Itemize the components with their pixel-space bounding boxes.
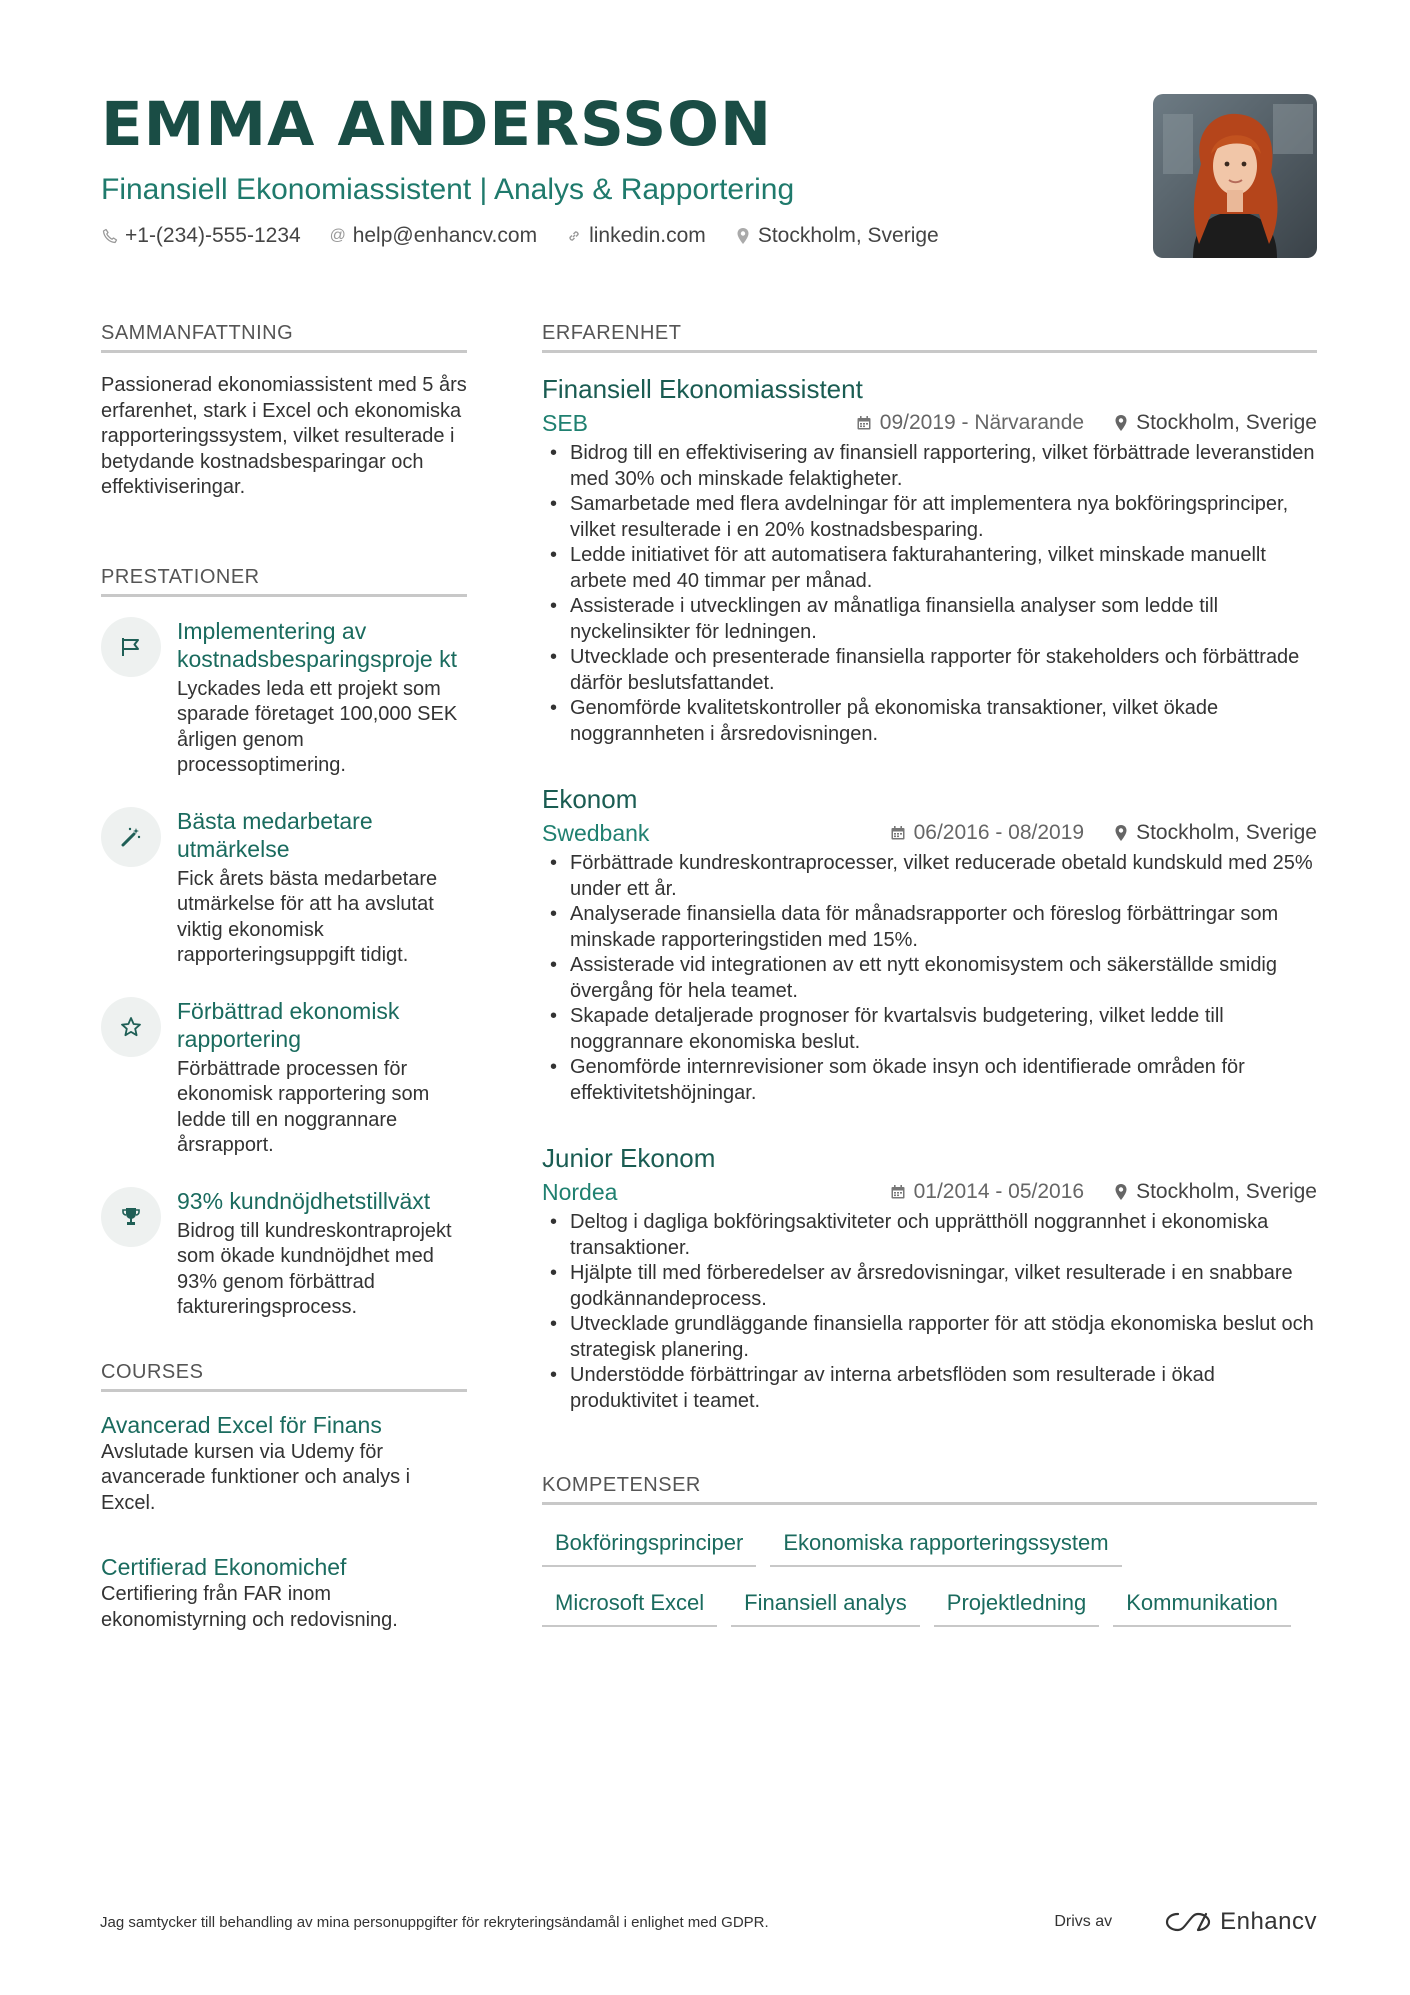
job-company: SEB: [542, 410, 589, 436]
job-title: Junior Ekonom: [542, 1143, 716, 1173]
achievement-title: Implementering av kostnadsbesparingsproje kt: [177, 617, 457, 672]
link-icon: [565, 227, 583, 245]
left-column: [101, 322, 467, 1633]
job-location: Stockholm, Sverige: [1136, 1180, 1317, 1203]
bullet-item: • Skapade detaljerade prognoser för kvartalsvis budgetering, vilket ledde till noggrannare ekonomiska beslut.: [542, 1004, 1317, 1055]
experience-heading: ERFARENHET: [542, 322, 1317, 353]
course-title: Certifierad Ekonomichef: [101, 1554, 347, 1580]
achievement-item: [101, 807, 467, 969]
achievement-title: 93% kundnöjdhetstillväxt: [177, 1187, 431, 1214]
location-pin-icon: [1114, 1183, 1128, 1201]
bullet-item: • Förbättrade kundreskontraprocesser, vilket reducerade obetald kundskuld med 25% under ett år.: [542, 851, 1317, 902]
brand-name: Enhancv: [1220, 1908, 1317, 1935]
skill-tag: Kommunikation: [1113, 1583, 1291, 1627]
bullet-item: • Genomförde kvalitetskontroller på ekonomiska transaktioner, vilket ökade noggrannheten i årsredovisningen.: [542, 696, 1317, 747]
location-pin-icon: [1114, 824, 1128, 842]
job-entry: [542, 1140, 1317, 1414]
course-desc: Certifiering från FAR inom ekonomistyrning och redovisning.: [101, 1583, 398, 1631]
course-title: Avancerad Excel för Finans: [101, 1411, 382, 1438]
job-title: Finansiell Ekonomiassistent: [542, 374, 863, 404]
achievement-desc: Bidrog till kundreskontraprojekt som ökade kundnöjdhet med 93% genom förbättrad faktureringsprocess.: [177, 1219, 452, 1318]
contact-email[interactable]: [329, 224, 537, 248]
job-company: Nordea: [542, 1179, 618, 1205]
bullet-item: • Analyserade finansiella data för månadsrapporter och föreslog förbättringar som minskade rapporteringstiden med 15%.: [542, 902, 1317, 953]
star-icon: [101, 997, 161, 1057]
achievements-heading: PRESTATIONER: [101, 566, 467, 597]
calendar-icon: [856, 415, 872, 431]
bullet-item: • Hjälpte till med förberedelser av årsredovisningar, vilket resulterade i en snabbare godkännandeprocess.: [542, 1261, 1317, 1312]
right-column: [542, 322, 1317, 1643]
contact-location: [734, 224, 939, 248]
job-dates: 01/2014 - 05/2016: [913, 1180, 1085, 1203]
contact-linkedin[interactable]: [565, 224, 706, 248]
gdpr-consent: Jag samtycker till behandling av mina personuppgifter för rekryteringsändamål i enlighet med GDPR.: [100, 1913, 769, 1931]
bullet-item: • Utvecklade grundläggande finansiella rapporter för att stödja ekonomiska beslut och strategisk planering.: [542, 1312, 1317, 1363]
email-text: help@enhancv.com: [352, 224, 538, 247]
skill-tag: Microsoft Excel: [542, 1583, 717, 1627]
achievements-list: [101, 617, 467, 1321]
achievement-title: Bästa medarbetare utmärkelse: [177, 807, 373, 862]
location-pin-icon: [734, 227, 752, 245]
achievement-item: [101, 1187, 467, 1321]
bullet-item: • Samarbetade med flera avdelningar för att implementera nya bokföringsprinciper, vilket resulterade i en 20% kostnadsbesparing.: [542, 492, 1317, 543]
calendar-icon: [890, 1184, 906, 1200]
bullet-item: • Deltog i dagliga bokföringsaktiviteter och upprätthöll noggrannhet i ekonomiska transaktioner.: [542, 1210, 1317, 1261]
course-desc: Avslutade kursen via Udemy för avancerade funktioner och analys i Excel.: [101, 1440, 411, 1514]
location-pin-icon: [1114, 414, 1128, 432]
achievement-item: [101, 617, 467, 779]
magic-wand-icon: [101, 807, 161, 867]
skills-list: [542, 1523, 1317, 1643]
phone-text: +1-(234)-555-1234: [125, 224, 301, 247]
job-location: Stockholm, Sverige: [1136, 821, 1317, 844]
bullet-item: • Assisterade i utvecklingen av månatliga finansiella analyser som ledde till nyckelinsikter för ledningen.: [542, 594, 1317, 645]
achievement-item: [101, 997, 467, 1159]
bullet-item: • Bidrog till en effektivisering av finansiell rapportering, vilket förbättrade leveranstiden med 30% och minskade felaktigheter.: [542, 441, 1317, 492]
achievement-desc: Lyckades leda ett projekt som sparade företaget 100,000 SEK årligen genom processoptimering.: [177, 677, 458, 776]
course-item: [101, 1552, 467, 1633]
brand-logo[interactable]: [1164, 1908, 1317, 1936]
job-entry: [542, 781, 1317, 1106]
job-bullets: [542, 441, 1317, 747]
candidate-title: Finansiell Ekonomiassistent | Analys & Rapportering: [101, 173, 795, 206]
job-entry: [542, 371, 1317, 747]
skill-tag: Bokföringsprinciper: [542, 1523, 756, 1567]
achievement-title: Förbättrad ekonomisk rapportering: [177, 997, 400, 1052]
skill-tag: Finansiell analys: [731, 1583, 920, 1627]
powered-by-label: Drivs av: [1054, 1913, 1113, 1930]
job-meta: [542, 409, 1317, 437]
job-bullets: [542, 1210, 1317, 1414]
resume-header: [101, 90, 1161, 248]
job-dates: 09/2019 - Närvarande: [879, 411, 1085, 434]
bullet-item: • Ledde initiativet för att automatisera fakturahantering, vilket minskade manuellt arbete med 40 timmar per månad.: [542, 543, 1317, 594]
bullet-item: • Understödde förbättringar av interna arbetsflöden som resulterade i ökad produktivitet i teamet.: [542, 1363, 1317, 1414]
candidate-name: EMMA ANDERSSON: [101, 89, 773, 160]
summary-heading: SAMMANFATTNING: [101, 322, 467, 353]
enhancv-logo-icon: [1164, 1910, 1212, 1934]
achievement-desc: Förbättrade processen för ekonomisk rapportering som ledde till en noggrannare årsrapport.: [177, 1057, 430, 1156]
linkedin-text: linkedin.com: [589, 224, 706, 247]
contact-phone[interactable]: [101, 224, 301, 248]
job-title: Ekonom: [542, 784, 638, 814]
skill-tag: Ekonomiska rapporteringssystem: [770, 1523, 1121, 1567]
flag-icon: [101, 617, 161, 677]
at-icon: @: [329, 227, 346, 244]
bullet-item: • Genomförde internrevisioner som ökade insyn och identifierade områden för effektivitetshöjningar.: [542, 1055, 1317, 1106]
job-bullets: [542, 851, 1317, 1106]
job-company: Swedbank: [542, 820, 650, 846]
skill-tag: Projektledning: [934, 1583, 1099, 1627]
job-meta: [542, 1178, 1317, 1206]
phone-icon: [101, 227, 119, 245]
trophy-icon: [101, 1187, 161, 1247]
job-meta: [542, 819, 1317, 847]
achievement-desc: Fick årets bästa medarbetare utmärkelse för att ha avslutat viktig ekonomisk rapporteringsuppgift tidigt.: [177, 867, 438, 966]
courses-heading: COURSES: [101, 1361, 467, 1392]
course-item: [101, 1410, 467, 1517]
contact-bar: [101, 224, 1161, 248]
bullet-item: • Assisterade vid integrationen av ett nytt ekonomisystem och säkerställde smidig övergång för hela teamet.: [542, 953, 1317, 1004]
location-text: Stockholm, Sverige: [757, 224, 939, 247]
footer: [100, 1908, 1317, 1936]
job-dates: 06/2016 - 08/2019: [913, 821, 1085, 844]
bullet-item: • Utvecklade och presenterade finansiella rapporter för stakeholders och förbättrade därför beslutsfattandet.: [542, 645, 1317, 696]
skills-heading: KOMPETENSER: [542, 1474, 1317, 1505]
summary-text: Passionerad ekonomiassistent med 5 års erfarenhet, stark i Excel och ekonomiska rapporteringssystem, vilket resulterade i betydande kostnadsbesparingar och effektiviseringar.: [101, 374, 467, 498]
calendar-icon: [890, 825, 906, 841]
profile-photo: [1153, 94, 1317, 258]
job-location: Stockholm, Sverige: [1136, 411, 1317, 434]
